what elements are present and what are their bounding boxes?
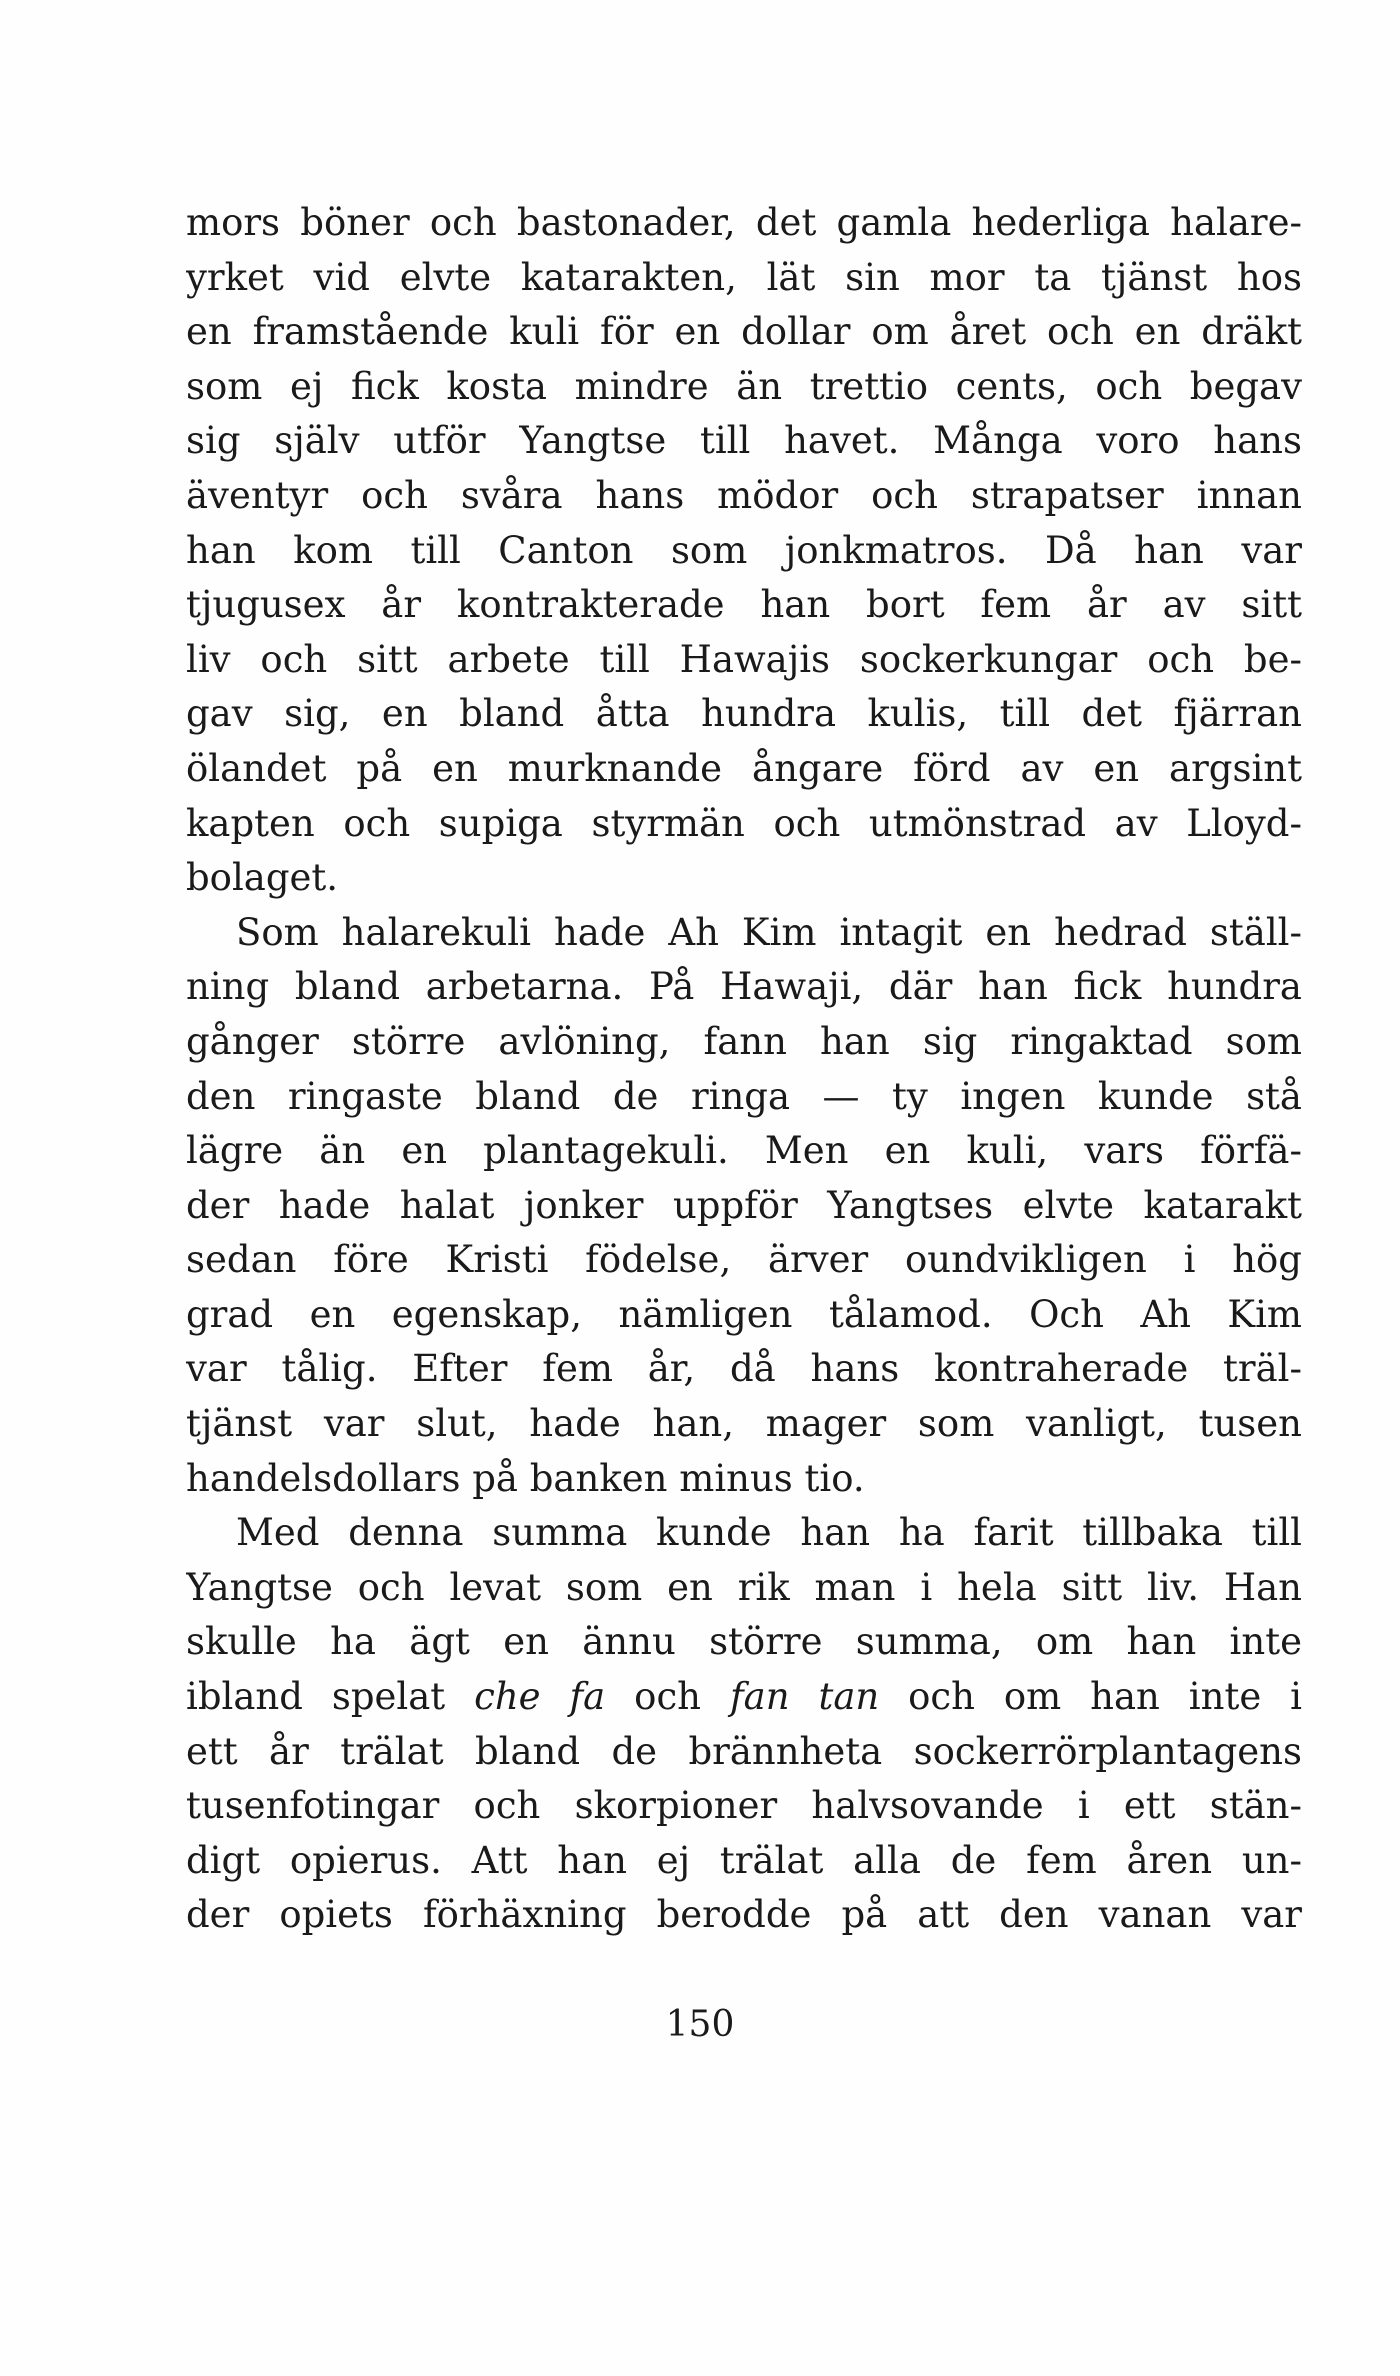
text-line: var tålig. Efter fem år, då hans kontraherade träl- bbox=[186, 1347, 1302, 1391]
text-line: skulle ha ägt en ännu större summa, om han inte bbox=[186, 1620, 1302, 1664]
text-line: lägre än en plantagekuli. Men en kuli, vars förfä- bbox=[186, 1129, 1302, 1173]
text-line: bolaget. bbox=[186, 856, 339, 900]
text-line: Med denna summa kunde han ha farit tillbaka till bbox=[236, 1511, 1302, 1555]
italic-term: che fa bbox=[474, 1675, 606, 1719]
text-line: der hade halat jonker uppför Yangtses elvte katarakt bbox=[186, 1183, 1302, 1227]
text-line: som ej fick kosta mindre än trettio cents, och begav bbox=[186, 364, 1302, 408]
text-line bbox=[186, 1670, 1302, 1725]
text-line: handelsdollars på banken minus tio. bbox=[186, 1456, 865, 1500]
text-run: och om han inte i bbox=[879, 1675, 1302, 1719]
body-text bbox=[186, 196, 1302, 1943]
text-run: ibland spelat bbox=[186, 1675, 475, 1719]
text-line: den ringaste bland de ringa — ty ingen kunde stå bbox=[186, 1074, 1302, 1118]
text-line: liv och sitt arbete till Hawajis sockerkungar och be- bbox=[186, 637, 1302, 681]
text-line: gav sig, en bland åtta hundra kulis, till det fjärran bbox=[186, 692, 1302, 736]
text-line: grad en egenskap, nämligen tålamod. Och Ah Kim bbox=[186, 1292, 1302, 1336]
text-line: tjänst var slut, hade han, mager som vanligt, tusen bbox=[186, 1402, 1302, 1446]
text-line: mors böner och bastonader, det gamla hederliga halare- bbox=[186, 201, 1302, 244]
text-line: äventyr och svåra hans mödor och strapatser innan bbox=[186, 473, 1302, 517]
text-line: gånger större avlöning, fann han sig ringaktad som bbox=[186, 1019, 1302, 1063]
text-line: tjugusex år kontrakterade han bort fem år av sitt bbox=[186, 583, 1302, 627]
text-line: ett år trälat bland de brännheta sockerrörplantagens bbox=[186, 1729, 1302, 1773]
text-line: kapten och supiga styrmän och utmönstrad av Lloyd- bbox=[186, 801, 1302, 845]
text-line: en framstående kuli för en dollar om året och en dräkt bbox=[186, 310, 1302, 354]
text-line: tusenfotingar och skorpioner halvsovande i ett stän- bbox=[186, 1784, 1302, 1828]
text-line: Som halarekuli hade Ah Kim intagit en hedrad ställ- bbox=[236, 910, 1302, 954]
text-line: Yangtse och levat som en rik man i hela sitt liv. Han bbox=[186, 1565, 1302, 1609]
page-number: 150 bbox=[665, 2004, 735, 2045]
text-line: digt opierus. Att han ej trälat alla de fem åren un- bbox=[186, 1838, 1302, 1882]
text-line: sedan före Kristi födelse, ärver oundvikligen i hög bbox=[186, 1238, 1302, 1282]
text-line: ning bland arbetarna. På Hawaji, där han fick hundra bbox=[186, 965, 1302, 1009]
italic-term: fan tan bbox=[729, 1675, 880, 1719]
text-line: der opiets förhäxning berodde på att den vanan var bbox=[186, 1893, 1302, 1937]
text-line: ölandet på en murknande ångare förd av en argsint bbox=[186, 746, 1302, 790]
text-line: sig själv utför Yangtse till havet. Många voro hans bbox=[186, 419, 1302, 463]
text-line: han kom till Canton som jonkmatros. Då han var bbox=[186, 528, 1302, 572]
text-run: och bbox=[605, 1675, 730, 1719]
text-line: yrket vid elvte katarakten, lät sin mor ta tjänst hos bbox=[186, 255, 1302, 299]
